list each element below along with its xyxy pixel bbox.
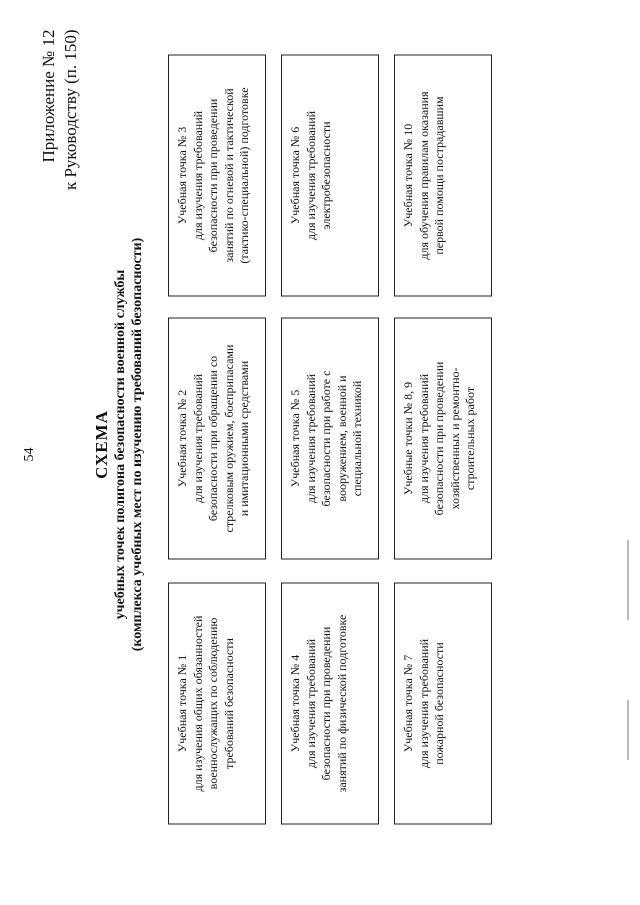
box-line: безопасности при проведении bbox=[319, 626, 333, 781]
box-line: военнослужащих по соблюдению bbox=[206, 617, 220, 790]
box-line: для изучения требований bbox=[190, 373, 205, 504]
scheme-heading bbox=[92, 125, 146, 765]
box-line: безопасности при проведении bbox=[432, 361, 446, 516]
box-line: Учебная точка № 3 bbox=[175, 126, 189, 225]
box-line: для обучения правилам оказания bbox=[416, 91, 431, 260]
training-point-box bbox=[394, 318, 492, 560]
box-line: безопасности при обращении со bbox=[206, 355, 220, 522]
box-line: для изучения общих обязанностей bbox=[190, 615, 205, 792]
box-line: и имитационными средствами bbox=[237, 360, 251, 517]
box-line: для изучения требований bbox=[303, 638, 318, 769]
box-line: стрелковым оружием, боеприпасами bbox=[221, 344, 236, 533]
scheme-title: СХЕМА bbox=[92, 410, 111, 479]
box-line: Учебная точка № 6 bbox=[288, 126, 302, 225]
training-point-box bbox=[281, 318, 379, 560]
box-line: Учебная точка № 5 bbox=[288, 389, 302, 488]
training-point-box bbox=[168, 55, 266, 297]
box-line: специальной техникой bbox=[350, 380, 364, 497]
training-points-grid bbox=[168, 55, 608, 825]
training-point-box bbox=[394, 583, 492, 825]
box-line: для изучения требований bbox=[190, 110, 205, 241]
box-line: Учебные точки № 8, 9 bbox=[401, 381, 415, 496]
box-line: занятий по физической подготовке bbox=[334, 614, 349, 793]
box-line: вооружением, военной и bbox=[334, 375, 349, 502]
appendix-reference bbox=[38, 30, 82, 191]
box-line: Учебная точка № 1 bbox=[175, 654, 189, 753]
box-line: (тактико-специальной) подготовке bbox=[237, 87, 251, 264]
training-point-box bbox=[281, 583, 379, 825]
scheme-subtitle-2: (комплекса учебных мест по изучению требований безопасности) bbox=[130, 237, 145, 652]
box-line: строительных работ bbox=[463, 386, 477, 491]
box-line: Учебная точка № 4 bbox=[288, 654, 302, 753]
box-line: хозяйственных и ремонтно- bbox=[447, 367, 462, 510]
box-line: пожарной безопасности bbox=[432, 642, 446, 765]
appendix-line-2: к Руководству (п. 150) bbox=[61, 29, 80, 191]
box-line: Учебная точка № 10 bbox=[401, 123, 415, 228]
box-line: Учебная точка № 2 bbox=[175, 389, 189, 488]
appendix-line-1: Приложение № 12 bbox=[39, 29, 58, 163]
scheme-subtitle-1: учебных точек полигона безопасности военной службы bbox=[113, 269, 128, 620]
page-number: 54 bbox=[22, 447, 37, 462]
box-line: занятий по огневой и тактической bbox=[221, 88, 236, 263]
box-line: для изучения требований bbox=[416, 638, 431, 769]
box-line: для изучения требований bbox=[416, 373, 431, 504]
box-line: безопасности при проведении bbox=[206, 98, 220, 253]
training-point-box bbox=[394, 55, 492, 297]
box-line: для изучения требований bbox=[303, 373, 318, 504]
box-line: Учебная точка № 7 bbox=[401, 654, 415, 753]
training-point-box bbox=[168, 318, 266, 560]
box-line: электробезопасности bbox=[319, 121, 333, 230]
training-point-box bbox=[168, 583, 266, 825]
box-line: для изучения требований bbox=[303, 110, 318, 241]
box-line: требований безопасности bbox=[221, 638, 236, 769]
box-line: первой помощи пострадавшим bbox=[432, 96, 446, 255]
box-line: безопасности при работе с bbox=[319, 370, 333, 507]
training-point-box bbox=[281, 55, 379, 297]
